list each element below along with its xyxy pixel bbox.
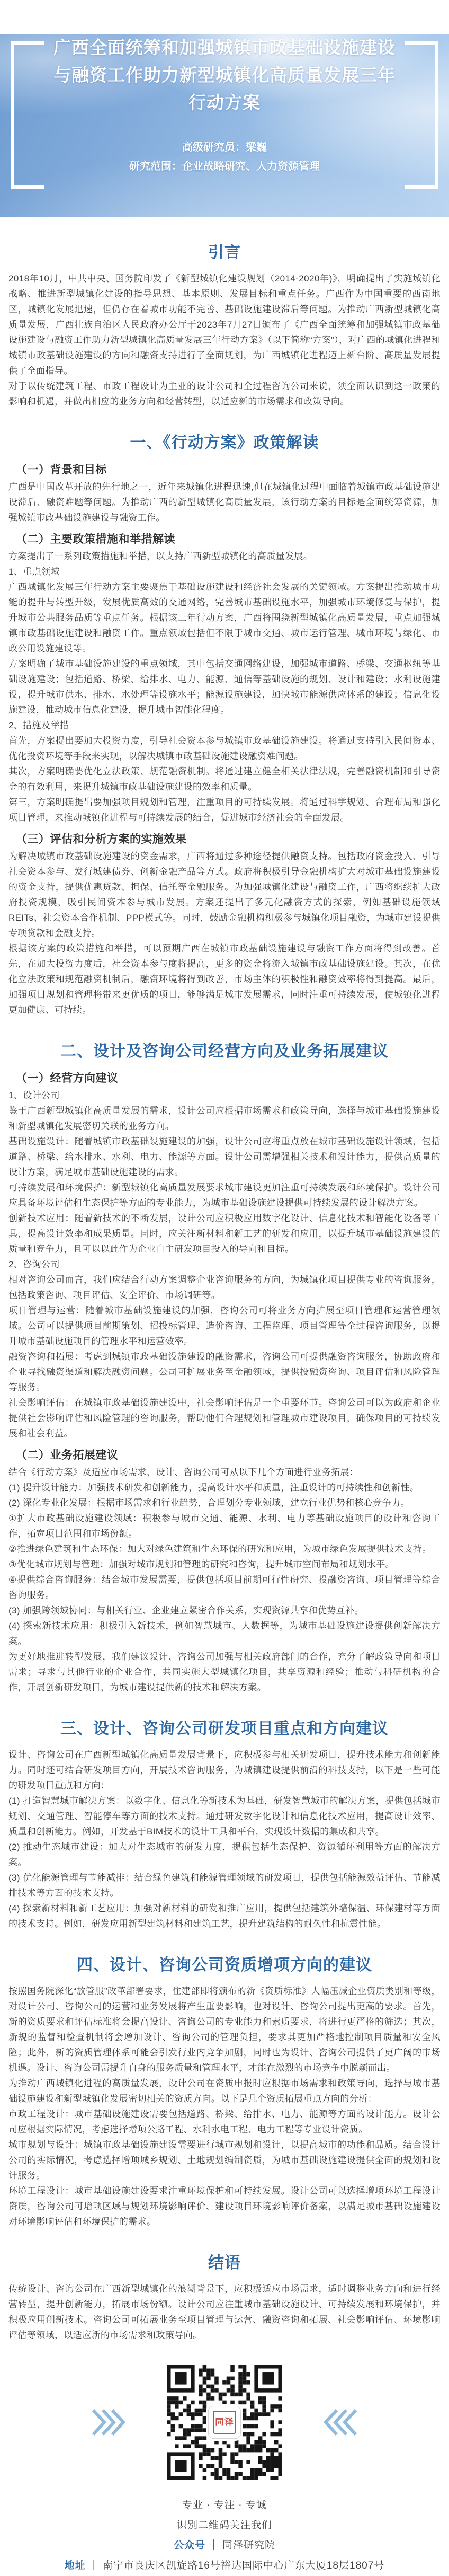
article (0, 239, 449, 2343)
qr-center-seal (208, 2406, 241, 2439)
paragraph: 为解决城镇市政基础设施建设的资金需求，广西将通过多种途径提供融资支持。包括政府资金投入、引导社会资本参与、发行城建债券、创新金融产品等方式。政府将积极引导金融机构扩大对城市基础设施建设的资金支持，提供优惠贷款、担保、信托等金融服务。为加强城镇化建设与融资工作，广西将继续扩大政府投资规模，吸引民间资本参与城市发展。方案还提出了多元化融资方式的探索，例如基础设施领域REITs、社会资本合作机制、PPP模式等。同时，鼓励金融机构积极参与城镇化项目融资，为城市建设提供专项贷款和金融支持。 (8, 851, 441, 938)
paragraph: 其次，方案明确要优化立法政策、规范融资机制。将通过建立健全相关法律法规，完善融资机制和引导资金的有效利用，来提升城镇市政基础设施建设的效率和质量。 (8, 766, 441, 792)
paragraph: 为更好地推进转型发展，我们建议设计、咨询公司加强与相关政府部门的合作，充分了解政策导向和项目需求；寻求与其他行业的企业合作，共同实施大型城镇化项目，共享资源和经验；推动与科研机构的合作，开展创新研发项目，为城市建设提供新的技术和解决方案。 (8, 1652, 441, 1692)
sub-heading: （二）主要政策措施和举措解读 (16, 533, 175, 545)
account-label: 公众号 (173, 2540, 205, 2551)
page (0, 34, 449, 2571)
section-heading: 一、《行动方案》政策解读 (130, 434, 319, 452)
paragraph: ①扩大市政基础设施建设领域：积极参与城市交通、能源、水利、电力等基础设施项目的设计和咨询工作，拓宽项目范围和市场份额。 (8, 1513, 441, 1539)
footer (0, 2495, 449, 2576)
qr-section (0, 2357, 449, 2488)
paragraph: 融资咨询和拓展：考虑到城镇市政基础设施建设的融资需求，咨询公司可提供融资咨询服务，协助政府和企业寻找融资渠道和解决融资问题。公司可扩展业务至金融领域，提供投融资咨询、项目评估和风险管理等服务。 (8, 1352, 441, 1392)
sub-heading: （三）评估和分析方案的实施效果 (16, 833, 187, 845)
paragraph: (4) 探索新技术应用：积极引入新技术，例如智慧城市、大数据等，为城市基础设施建设提供创新解决方案。 (8, 1621, 441, 1646)
address-label: 地址 (64, 2560, 86, 2571)
paragraph: (3) 加强跨领域协同：与相关行业、企业建立紧密合作关系，实现资源共享和优势互补。 (8, 1605, 364, 1616)
paragraph: 市政工程设计：城市基础设施建设需要包括道路、桥梁、给排水、电力、能源等方面的设计能力。设计公司应根据实际情况，考虑选择增项公路工程、水利水电工程、电力工程等专业设计资质。 (8, 2109, 441, 2134)
qr-code (167, 2365, 282, 2480)
paragraph: 环境工程设计：城市基础设施建设要求注重环境保护和可持续发展。设计公司可以选择增项环境工程设计资质，咨询公司可增项区域与规划环境影响评价、建设项目环境影响评价备案，以满足城市基础设施建设对环境影响评估和环境保护的需求。 (8, 2186, 441, 2227)
section-heading: 二、设计及咨询公司经营方向及业务拓展建议 (60, 1043, 389, 1060)
paragraph: ④提供综合咨询服务：结合城市发展需要，提供包括项目前期可行性研究、投融资咨询、项目管理等综合咨询服务。 (8, 1575, 441, 1600)
chevrons-right-icon (91, 2407, 125, 2437)
paragraph: 对于以传统建筑工程、市政工程设计为主业的设计公司和全过程咨询公司来说，须全面认识到这一政策的影响和机遇，并做出相应的业务方向和经营转型，以适应新的市场需求和政策导向。 (8, 381, 441, 407)
seal-icon: 同泽 (213, 2411, 236, 2434)
paragraph: (1) 打造智慧城市解决方案：以数字化、信息化等新技术为基础，研发智慧城市的解决方案，提供包括城市规划、交通管理、智能停车等方面的技术支持。通过研发数字化设计和信息化技术应用，提高设计效率、质量和创新能力。例如，开发基于BIM技术的设计工具和平台，实现设计数据的集成和共享。 (8, 1796, 441, 1837)
paragraph: 首先，方案提出要加大投资力度，引导社会资本参与城镇市政基础设施建设。将通过支持引入民间资本、优化投资环境等手段来实现，以解决城镇市政基础设施建设融资难问题。 (8, 736, 441, 761)
paragraph: 鉴于广西新型城镇化高质量发展的需求，设计公司应根据市场需求和政策导向，选择与城市基础设施建设和新型城镇化发展密切关联的业务方向。 (8, 1106, 441, 1131)
paragraph: 结合《行动方案》及适应市场需求，设计、咨询公司可从以下几个方面进行业务拓展： (8, 1467, 359, 1477)
hero-research-scope: 研究范围：企业战略研究、人力资源管理 (129, 161, 320, 172)
paragraph: (2) 推动生态城市建设：加大对生态城市的研发力度，提供包括生态保护、资源循环利用等方面的解决方案。 (8, 1842, 441, 1867)
paragraph: 城市规划与设计：城镇市政基础设施建设需要进行城市规划和设计，以提高城市的功能和品质。结合设计公司的实际情况，考虑选择增项城乡规划、土地规划编制资质，为城市基础设施建设提供全面的规划和设计服务。 (8, 2140, 441, 2181)
paragraph: 根据该方案的政策措施和举措，可以预期广西在城镇市政基础设施建设与融资工作方面将得到改善。首先，在加大投资力度后，社会资本参与度将提高，更多的资金将流入城镇市政基础设施建设。其次，在优化立法政策和规范融资机制后，融资环境将得到改善，市场主体的积极性和融资效率将得到提高。最后，加强项目规划和管理将带来更优质的项目，能够满足城市发展需求，同时注重可持续发展，使城镇化进程更加健康、可持续。 (8, 943, 441, 1015)
paragraph: 方案提出了一系列政策措施和举措，以支持广西新型城镇化的高质量发展。 (8, 551, 313, 561)
paragraph: 项目管理与运营：随着城市基础设施建设的加强，咨询公司可将业务方向扩展至项目管理和运营管理领域。公司可以提供项目前期策划、招投标管理、造价咨询、工程监理、项目管理等全过程咨询服务，以提升城市基础设施项目的管理水平和运营效率。 (8, 1305, 441, 1346)
paragraph: ②推进绿色建筑和生态环保：加大对绿色建筑和生态环保的研究和应用，为城市绿色发展提供技术支持。 (8, 1544, 432, 1554)
paragraph: 社会影响评估：在城镇市政基础设施建设中，社会影响评估是一个重要环节。咨询公司可以为政府和企业提供社会影响评估和风险管理的咨询服务，帮助他们合理规划和管理城市建设项目，确保项目的可持续发展和社会利益。 (8, 1398, 441, 1439)
paragraph: 2018年10月，中共中央、国务院印发了《新型城镇化建设规划（2014-2020年)》，明确提出了实施城镇化战略、推进新型城镇化建设的指导思想、基本原则、发展目标和重点任务。广西作为中国重要的西南地区，城镇化发展迅速，但仍存在着城市功能不完善、基础设施建设滞后等问题。为推动广西新型城镇化高质量发展，广西壮族自治区人民政府办公厅于2023年7月27日颁布了《广西全面统筹和加强城镇市政基础设施建设与融资工作助力新型城镇化高质量发展三年行动方案》（以下简称“方案”），对广西的城镇化进程和城镇市政基础设施建设的方向和融资支持进行了全面规划，为广西城镇化进程迈上新台阶、高质量发展提供了全面指导。 (8, 274, 441, 376)
paragraph: 方案明确了城市基础设施建设的重点领域，其中包括交通网络建设，加强城市道路、桥梁、交通枢纽等基础设施建设；包括道路、桥梁、给排水、电力、能源、通信等基础设施的规划、设计和建设；水利设施建设，提升城市供水、排水、水处理等设施水平；能源设施建设，加快城市能源供应体系的建设；信息化设施建设，推动城市信息化建设，提升城市智能化程度。 (8, 659, 441, 715)
paragraph: 2、咨询公司 (8, 1259, 60, 1269)
footer-hint: 识别二维码关注我们 (176, 2520, 272, 2531)
sub-heading: （二）业务拓展建议 (16, 1449, 119, 1461)
chevrons-left-icon (324, 2407, 358, 2437)
sub-heading: （一）背景和目标 (16, 464, 107, 476)
paragraph: 相对咨询公司而言，我们应结合行动方案调整企业咨询服务的方向，为城镇化项目提供专业的咨询服务，包括政策咨询、项目评估、安全评价、市场调研等。 (8, 1275, 441, 1300)
page-title: 广西全面统筹和加强城镇市政基础设施建设与融资工作助力新型城镇化高质量发展三年行动方案 (53, 38, 396, 112)
paragraph: 第三，方案明确提出要加强项目规划和管理，注重项目的可持续发展。将通过科学规划、合理布局和强化项目管理，来推动城镇化进程与可持续发展的结合，促进城市经济社会的全面发展。 (8, 797, 441, 823)
paragraph: (2) 深化专业化发展：根据市场需求和行业趋势，合理划分专业领域，建立行业优势和核心竞争力。 (8, 1498, 410, 1508)
paragraph: 按照国务院深化“放管服”改革部署要求，住建部即将颁布的新《资质标准》大幅压减企业资质类别和等级，对设计公司、咨询公司的运营和业务发展将产生重要影响，也对设计、咨询公司提出更高的要求。首先，新的资质要求和评估标准将会提高设计、咨询公司的专业能力和素质要求，将进行更严格的筛选；其次，新规的监督和检查机制将会增加设计、咨询公司的管理负担，要求其更加严格地控制项目质量和安全风险；此外，新的资质管理体系可能会引发行业内竞争加剧，同时也为设计、咨询公司提供了更广阔的市场机遇。设计、咨询公司需提升自身的服务质量和管理水平，才能在激烈的市场竞争中脱颖而出。 (8, 1986, 441, 2073)
paragraph: 1、重点领域 (8, 567, 60, 577)
account-value: 同泽研究院 (222, 2540, 276, 2551)
footer-slogan: 专业 · 专注 · 专诚 (182, 2500, 267, 2511)
hero-banner (0, 34, 449, 217)
paragraph: (1) 提升设计能力：加强技术研发和创新能力，提高设计水平和质量，注重设计的可持续性和创新性。 (8, 1483, 419, 1493)
address-pipe: ｜ (88, 2560, 100, 2571)
paragraph: 广西是中国改革开放的先行地之一，近年来城镇化进程迅速,但在城镇化过程中面临着城镇市政基础设施建设滞后、融资难题等问题。为推动广西的新型城镇化高质量发展，该行动方案的目标是全面统筹资源，加强城镇市政基础设施建设与融资工作。 (8, 482, 441, 523)
section-heading: 结语 (208, 2254, 241, 2272)
paragraph: 传统设计、咨询公司在广西新型城镇化的浪潮背景下，应积极适应市场需求，适时调整业务方向和进行经营转型，提升创新能力，拓展市场份额。设计公司应注重城市基础设施设计、可持续发展和环境保护，并积极应用创新技术。咨询公司可拓展业务至项目管理与运营、融资咨询和拓展、社会影响评估、环境影响评估等领域，以适应新的市场需求和政策导向。 (8, 2284, 441, 2340)
paragraph: 1、设计公司 (8, 1090, 60, 1100)
section-heading: 引言 (208, 244, 241, 261)
paragraph: 设计、咨询公司在广西新型城镇化高质量发展背景下，应积极参与相关研发项目，提升技术能力和创新能力。同时还可结合研发项目方向，开展技术咨询服务，为城镇建设提供前沿的科技支持，以下是一些可能的研发项目重点和方向： (8, 1750, 441, 1790)
paragraph: (3) 优化能源管理与节能减排：结合绿色建筑和能源管理领域的研发项目，提供包括能源效益评估、节能减排技术等方面的技术支持。 (8, 1873, 441, 1898)
paragraph: 2、措施及举措 (8, 720, 69, 730)
address-value: 南宁市良庆区凯旋路16号裕达国际中心广东大厦18层1807号 (102, 2560, 385, 2571)
footer-account-row (0, 2536, 449, 2556)
account-pipe: ｜ (208, 2540, 219, 2551)
footer-address-row (0, 2556, 449, 2576)
sub-heading: （一）经营方向建议 (16, 1072, 119, 1084)
paragraph: 可持续发展和环境保护：新型城镇化高质量发展要求城市建设更加注重可持续发展和环境保护。设计公司应具备环境评估和生态保护等方面的专业能力，为城市基础设施建设提供可持续发展的设计解决方案。 (8, 1183, 441, 1208)
paragraph: 基础设施设计：随着城镇市政基础设施建设的加强，设计公司应将重点放在城市基础设施设计领域，包括道路、桥梁、给水排水、水利、电力、能源等方面。设计公司需增强相关技术和设计能力，提供高质量的设计方案，满足城市基础设施建设的需求。 (8, 1136, 441, 1177)
section-heading: 四、设计、咨询公司资质增项方向的建议 (77, 1956, 372, 1974)
paragraph: (4) 探索新材料和新工艺应用：加强对新材料的研发和推广应用，提供包括建筑外墙保温、环保建材等方面的技术支持。例如，研发应用新型建筑材料和建筑工艺，提升建筑结构的耐久性和抗震性能。 (8, 1903, 441, 1929)
paragraph: ③优化城市规划与管理：加强对城市规划和管理的研究和咨询，提升城市空间布局和规划水平。 (8, 1559, 395, 1569)
paragraph: 创新技术应用：随着新技术的不断发展，设计公司应积极应用数字化设计、信息化技术和智能化设备等工具，提高设计效率和成果质量。同时，应关注新材料和新工艺的研发和应用，以提升城市基础设施建设的质量和竞争力，且可以以此作为企业自主研发项目投入的导向和目标。 (8, 1213, 441, 1254)
section-heading: 三、设计、咨询公司研发项目重点和方向建议 (60, 1720, 389, 1737)
paragraph: 广西城镇化发展三年行动方案主要聚焦于基础设施建设和经济社会发展的关键领域。方案提出推动城市功能的提升与转型升级，发展优质高效的交通网络，完善城市基础设施水平，加强城市环境修复与保护，提升城市公共服务品质等重点任务。根据该三年行动方案，广西将围绕新型城镇化高质量发展，重点加强城镇市政基础设施建设和融资工作。重点领域包括但不限于城市交通、城市运行管理、城市环境与绿化、市政公用设施建设等。 (8, 582, 441, 654)
paragraph: 为推动广西城镇化进程的高质量发展，设计公司在资质申报时应根据市场需求和政策导向，选择与城市基础设施建设和新型城镇化发展密切相关的资质方向。以下是几个资质拓展重点方向的分析： (8, 2078, 441, 2104)
hero-author: 高级研究员：梁巍 (182, 142, 267, 153)
